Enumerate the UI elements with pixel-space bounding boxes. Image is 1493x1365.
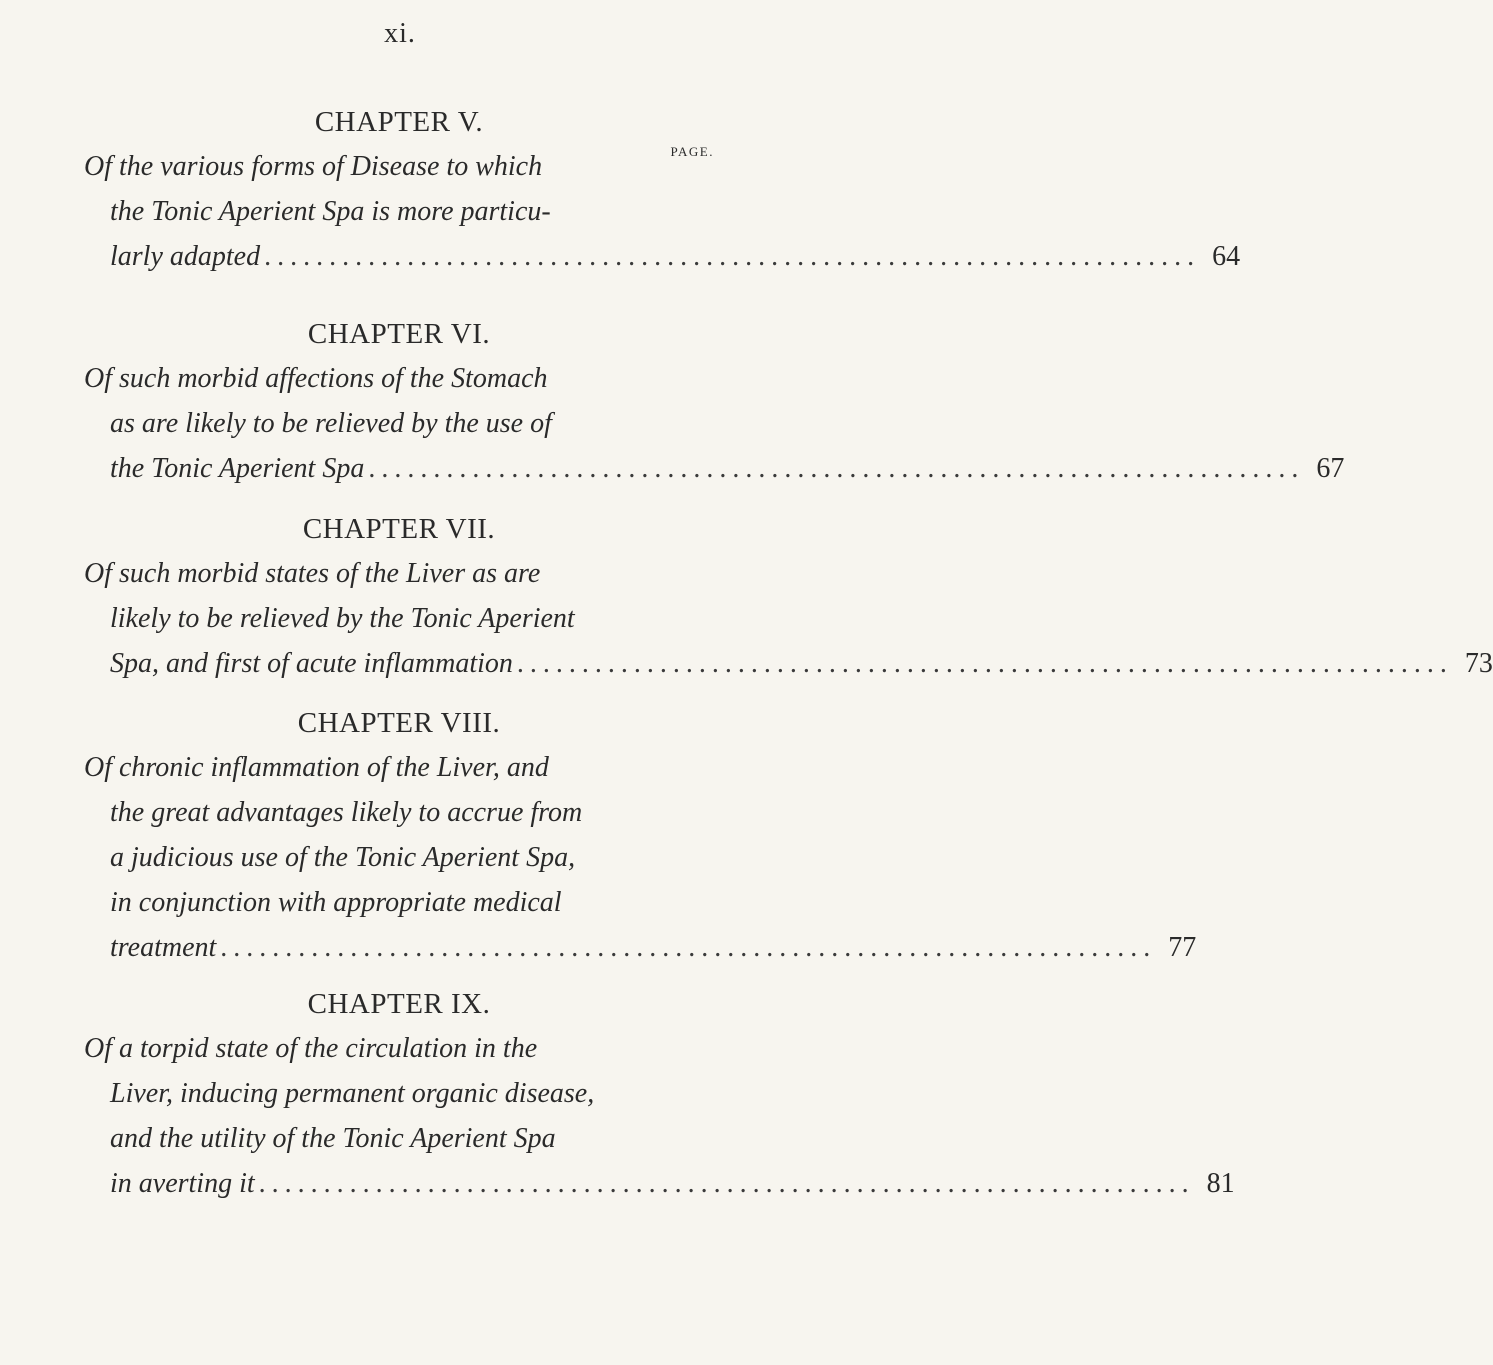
description-line: Of such morbid states of the Liver as are — [84, 558, 541, 589]
chapter-heading: CHAPTER VI. — [307, 318, 491, 350]
description-line: the Tonic Aperient Spa — [110, 453, 365, 484]
description-line: Of such morbid affections of the Stomach — [84, 363, 548, 394]
page-column-label: PAGE. — [670, 144, 714, 159]
page-number: 73 — [1464, 648, 1493, 679]
chapter-description — [84, 745, 1197, 970]
dot-leader: ........................................................................ — [258, 1168, 1195, 1199]
chapter-block — [84, 507, 1493, 686]
chapter-heading: CHAPTER V. — [314, 106, 484, 138]
chapter-description — [84, 144, 1241, 279]
chapter-block — [84, 312, 1345, 491]
chapter-description — [84, 551, 1493, 686]
description-line: treatment — [110, 932, 217, 963]
description-line: the great advantages likely to accrue from — [110, 797, 583, 828]
description-line: Of a torpid state of the circulation in the — [84, 1033, 538, 1064]
page-number: 81 — [1206, 1168, 1235, 1199]
chapter-block — [84, 982, 1235, 1206]
chapter-heading: CHAPTER IX. — [307, 988, 491, 1020]
description-line: and the utility of the Tonic Aperient Spa — [110, 1123, 556, 1154]
description-line: as are likely to be relieved by the use of — [110, 408, 552, 439]
dot-leader: ........................................................................ — [516, 648, 1453, 679]
description-line: Spa, and first of acute inflammation — [110, 648, 513, 679]
description-line: the Tonic Aperient Spa is more particu- — [110, 196, 551, 227]
description-line: Of the various forms of Disease to which — [84, 151, 543, 182]
toc-entry-line — [84, 641, 1493, 686]
page-number: 64 — [1212, 241, 1241, 272]
toc-entry-line — [84, 1161, 1235, 1206]
description-line: larly adapted — [110, 241, 261, 272]
chapter-description — [84, 1026, 1235, 1206]
description-line: likely to be relieved by the Tonic Aperient — [110, 603, 575, 634]
chapter-heading: CHAPTER VIII. — [297, 707, 501, 739]
chapter-block — [84, 701, 1197, 970]
dot-leader: ........................................................................ — [220, 932, 1157, 963]
page-number: 77 — [1168, 932, 1197, 963]
chapter-heading: CHAPTER VII. — [302, 513, 496, 545]
dot-leader: ........................................................................ — [368, 453, 1305, 484]
toc-entry-line — [84, 234, 1241, 279]
description-line: in averting it — [110, 1168, 255, 1199]
description-line: Liver, inducing permanent organic disease, — [110, 1078, 595, 1109]
description-line: a judicious use of the Tonic Aperient Spa, — [110, 842, 576, 873]
chapter-block — [84, 100, 1241, 279]
description-line: Of chronic inflammation of the Liver, and — [84, 752, 549, 783]
chapter-description — [84, 356, 1345, 491]
toc-entry-line — [84, 925, 1197, 970]
page-number: 67 — [1316, 453, 1345, 484]
page-folio: xi. — [384, 18, 416, 49]
dot-leader: ........................................................................ — [264, 241, 1201, 272]
toc-entry-line — [84, 446, 1345, 491]
description-line: in conjunction with appropriate medical — [110, 887, 562, 918]
